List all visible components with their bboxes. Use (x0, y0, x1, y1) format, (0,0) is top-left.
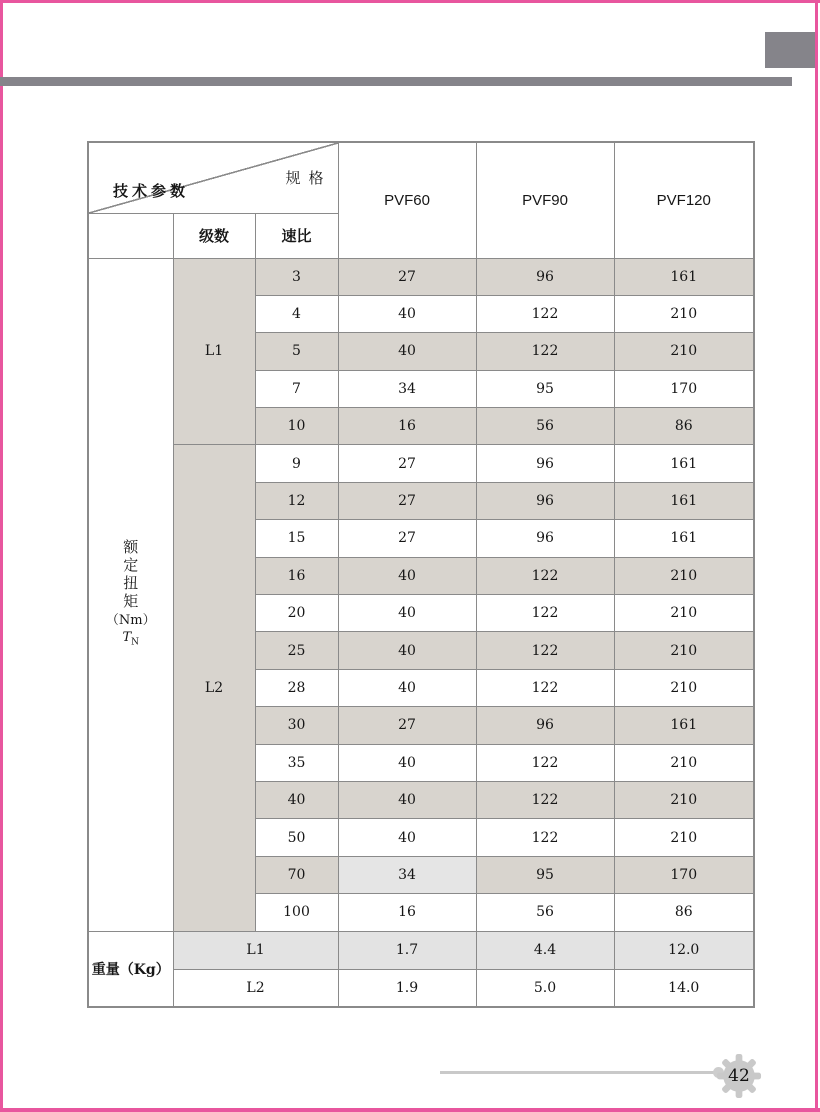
value-cell-pvf60: 40 (338, 781, 476, 818)
value-cell-pvf120: 161 (614, 520, 754, 557)
value-cell-pvf60: 40 (338, 744, 476, 781)
weight-value-cell-pvf120: 12.0 (614, 931, 754, 969)
subheader-stage: 级数 (173, 213, 255, 258)
page-border-top (0, 0, 820, 3)
corner-label-params: 技术参数 (113, 183, 190, 200)
weight-row (88, 969, 754, 1007)
value-cell-pvf120: 210 (614, 781, 754, 818)
value-cell-pvf60: 27 (338, 482, 476, 519)
header-rule (0, 77, 792, 86)
value-cell-pvf90: 122 (476, 632, 614, 669)
speed-ratio-cell: 25 (255, 632, 338, 669)
speed-ratio-cell: 7 (255, 370, 338, 407)
value-cell-pvf120: 161 (614, 707, 754, 744)
value-cell-pvf60: 34 (338, 370, 476, 407)
weight-stage-cell-l1: L1 (173, 931, 338, 969)
value-cell-pvf60: 34 (338, 856, 476, 893)
diagonal-header-cell (88, 142, 338, 213)
speed-ratio-cell: 28 (255, 669, 338, 706)
torque-row (88, 258, 754, 295)
value-cell-pvf120: 210 (614, 595, 754, 632)
subheader-empty (88, 213, 173, 258)
weight-value-cell-pvf90: 4.4 (476, 931, 614, 969)
weight-stage-cell-l2: L2 (173, 969, 338, 1007)
weight-row (88, 931, 754, 969)
subheader-ratio: 速比 (255, 213, 338, 258)
value-cell-pvf90: 122 (476, 333, 614, 370)
value-cell-pvf60: 16 (338, 408, 476, 445)
value-cell-pvf90: 96 (476, 482, 614, 519)
column-header-pvf60: PVF60 (338, 142, 476, 258)
value-cell-pvf60: 40 (338, 333, 476, 370)
value-cell-pvf120: 86 (614, 894, 754, 931)
value-cell-pvf60: 27 (338, 707, 476, 744)
value-cell-pvf120: 210 (614, 744, 754, 781)
value-cell-pvf90: 95 (476, 370, 614, 407)
value-cell-pvf60: 40 (338, 557, 476, 594)
header-corner-block (765, 32, 815, 68)
page-border-bottom (0, 1108, 820, 1112)
weight-value-cell-pvf90: 5.0 (476, 969, 614, 1007)
speed-ratio-cell: 4 (255, 295, 338, 332)
weight-value-cell-pvf60: 1.7 (338, 931, 476, 969)
value-cell-pvf90: 96 (476, 707, 614, 744)
value-cell-pvf60: 40 (338, 632, 476, 669)
speed-ratio-cell: 12 (255, 482, 338, 519)
weight-label-cell: 重量（Kg） (88, 931, 173, 1007)
value-cell-pvf90: 96 (476, 520, 614, 557)
torque-row (88, 445, 754, 482)
value-cell-pvf90: 122 (476, 557, 614, 594)
weight-value-cell-pvf60: 1.9 (338, 969, 476, 1007)
page-number: 42 (728, 1066, 750, 1086)
value-cell-pvf90: 95 (476, 856, 614, 893)
value-cell-pvf90: 122 (476, 295, 614, 332)
value-cell-pvf90: 122 (476, 819, 614, 856)
value-cell-pvf120: 210 (614, 819, 754, 856)
page-border-right (815, 0, 818, 1112)
column-header-pvf90: PVF90 (476, 142, 614, 258)
speed-ratio-cell: 70 (255, 856, 338, 893)
speed-ratio-cell: 40 (255, 781, 338, 818)
value-cell-pvf120: 210 (614, 333, 754, 370)
speed-ratio-cell: 35 (255, 744, 338, 781)
speed-ratio-cell: 10 (255, 408, 338, 445)
weight-value-cell-pvf120: 14.0 (614, 969, 754, 1007)
spec-table (87, 141, 755, 1008)
value-cell-pvf120: 170 (614, 856, 754, 893)
value-cell-pvf60: 40 (338, 295, 476, 332)
value-cell-pvf60: 40 (338, 819, 476, 856)
value-cell-pvf90: 122 (476, 781, 614, 818)
speed-ratio-cell: 3 (255, 258, 338, 295)
value-cell-pvf90: 56 (476, 894, 614, 931)
speed-ratio-cell: 100 (255, 894, 338, 931)
value-cell-pvf60: 27 (338, 520, 476, 557)
value-cell-pvf120: 170 (614, 370, 754, 407)
speed-ratio-cell: 20 (255, 595, 338, 632)
value-cell-pvf60: 40 (338, 669, 476, 706)
value-cell-pvf90: 96 (476, 445, 614, 482)
value-cell-pvf90: 122 (476, 744, 614, 781)
value-cell-pvf60: 16 (338, 894, 476, 931)
column-header-pvf120: PVF120 (614, 142, 754, 258)
value-cell-pvf120: 161 (614, 258, 754, 295)
value-cell-pvf120: 86 (614, 408, 754, 445)
value-cell-pvf60: 27 (338, 445, 476, 482)
speed-ratio-cell: 15 (255, 520, 338, 557)
footer-rule (440, 1071, 716, 1074)
value-cell-pvf90: 96 (476, 258, 614, 295)
value-cell-pvf120: 210 (614, 557, 754, 594)
value-cell-pvf90: 122 (476, 595, 614, 632)
torque-label-cell: 额 定 扭 矩 （Nm） $T_N$ (88, 258, 173, 931)
value-cell-pvf90: 122 (476, 669, 614, 706)
value-cell-pvf120: 161 (614, 482, 754, 519)
value-cell-pvf60: 40 (338, 595, 476, 632)
page-border-left (0, 0, 3, 1112)
value-cell-pvf120: 210 (614, 632, 754, 669)
value-cell-pvf120: 210 (614, 669, 754, 706)
value-cell-pvf120: 161 (614, 445, 754, 482)
value-cell-pvf60: 27 (338, 258, 476, 295)
speed-ratio-cell: 9 (255, 445, 338, 482)
value-cell-pvf90: 56 (476, 408, 614, 445)
stage-group-cell-l1: L1 (173, 258, 255, 445)
speed-ratio-cell: 5 (255, 333, 338, 370)
speed-ratio-cell: 16 (255, 557, 338, 594)
stage-group-cell-l2: L2 (173, 445, 255, 931)
speed-ratio-cell: 50 (255, 819, 338, 856)
speed-ratio-cell: 30 (255, 707, 338, 744)
corner-label-spec: 规格 (285, 170, 332, 187)
value-cell-pvf120: 210 (614, 295, 754, 332)
